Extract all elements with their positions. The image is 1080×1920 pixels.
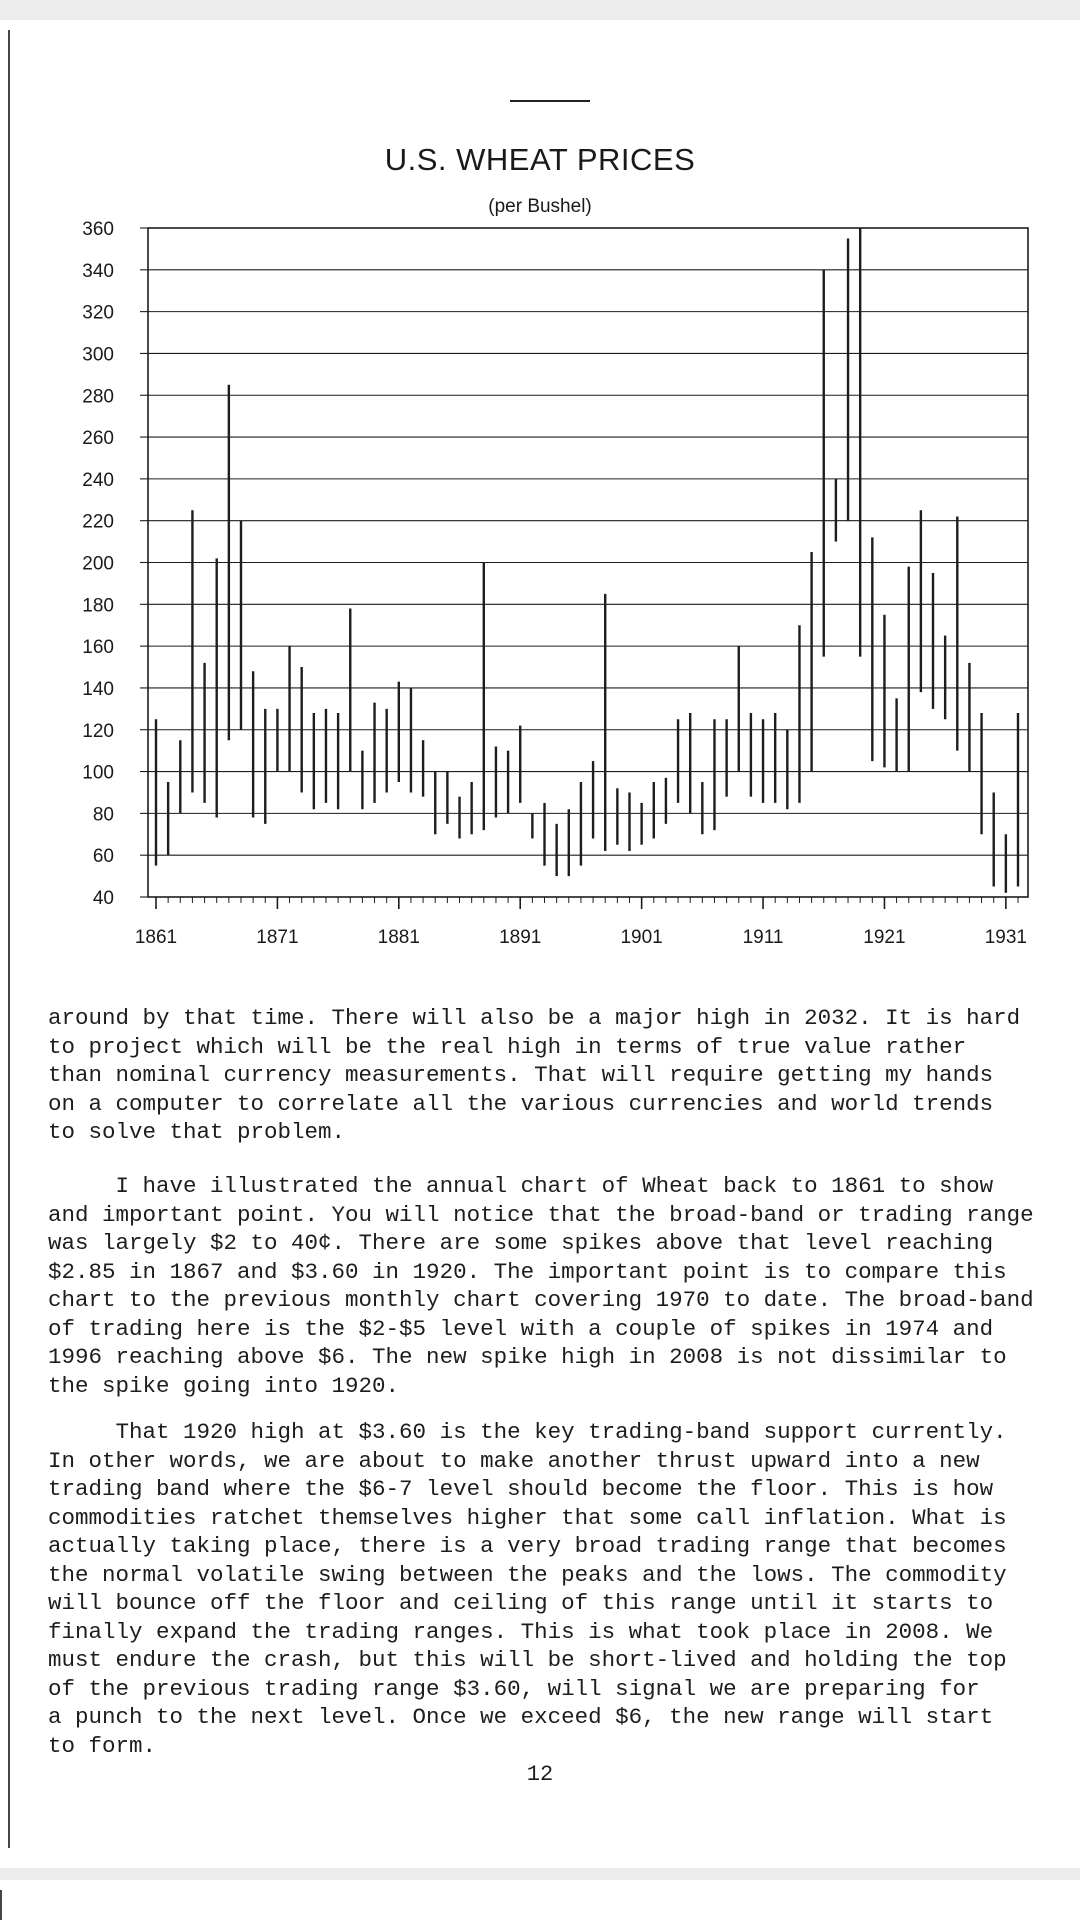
chart-title: U.S. WHEAT PRICES: [384, 142, 696, 177]
text-line: than nominal currency measurements. That will require getting my hands: [48, 1062, 994, 1088]
text-line: actually taking place, there is a very broad trading range that becomes: [48, 1533, 1007, 1559]
paragraph-2: [48, 1172, 1078, 1400]
text-line: must endure the crash, but this will be short-lived and holding the top: [48, 1647, 1007, 1673]
x-tick-label: 1931: [984, 927, 1027, 948]
text-line: to project which will be the real high in terms of true value rather: [48, 1033, 967, 1060]
y-tick-label: 320: [82, 302, 114, 324]
y-tick-label: 40: [92, 888, 114, 909]
x-tick-label: 1891: [499, 927, 542, 948]
text-line: the normal volatile swing between the peaks and the lows. The commodity: [48, 1561, 1007, 1588]
y-tick-label: 260: [82, 428, 114, 450]
text-line: In other words, we are about to make another thrust upward into a new: [48, 1447, 980, 1474]
y-tick-label: 60: [92, 846, 114, 868]
text-line: chart to the previous monthly chart covering 1970 to date. The broad-band: [48, 1287, 1034, 1313]
text-line: will bounce off the floor and ceiling of this range until it starts to: [48, 1590, 994, 1616]
y-tick-label: 340: [82, 260, 114, 282]
y-tick-label: 280: [82, 386, 114, 408]
x-tick-label: 1861: [134, 927, 178, 948]
text-line: of the previous trading range $3.60, will signal we are preparing for: [48, 1675, 980, 1702]
page-number: 12: [526, 1762, 554, 1787]
x-tick-label: 1871: [256, 927, 299, 948]
next-page-edge-mark: [0, 1890, 2, 1920]
x-tick-label: 1881: [377, 927, 420, 948]
text-line: was largely $2 to 40¢. There are some spikes above that level reaching: [48, 1230, 994, 1256]
y-tick-label: 80: [92, 804, 114, 826]
y-tick-label: 360: [82, 219, 114, 240]
x-tick-label: 1921: [863, 927, 906, 948]
text-line: and important point. You will notice that the broad-band or trading range: [48, 1201, 1034, 1228]
x-tick-label: 1901: [620, 927, 663, 948]
y-tick-label: 160: [82, 637, 114, 659]
paragraph-3: [48, 1418, 1078, 1760]
text-line: $2.85 in 1867 and $3.60 in 1920. The important point is to compare this: [48, 1258, 1007, 1285]
text-line: to form.: [48, 1732, 157, 1759]
y-tick-label: 100: [82, 762, 114, 784]
y-tick-label: 220: [82, 511, 114, 533]
text-line: a punch to the next level. Once we exceed $6, the new range will start: [48, 1704, 994, 1730]
y-tick-label: 200: [82, 553, 114, 575]
text-line: of trading here is the $2-$5 level with a couple of spikes in 1974 and: [48, 1315, 994, 1342]
y-tick-label: 140: [82, 678, 114, 700]
y-tick-label: 240: [82, 469, 114, 491]
text-line: I have illustrated the annual chart of Wheat back to 1861 to show: [48, 1173, 994, 1199]
text-line: trading band where the $6-7 level should become the floor. This is how: [48, 1476, 994, 1502]
text-line: the spike going into 1920.: [48, 1372, 400, 1399]
text-line: That 1920 high at $3.60 is the key trading-band support currently.: [48, 1419, 1007, 1445]
text-line: to solve that problem.: [48, 1119, 346, 1145]
text-line: on a computer to correlate all the various currencies and world trends: [48, 1090, 994, 1117]
x-tick-label: 1911: [742, 927, 784, 948]
y-tick-label: 180: [82, 595, 114, 617]
y-tick-label: 120: [82, 720, 114, 742]
text-line: finally expand the trading ranges. This is what took place in 2008. We: [48, 1618, 994, 1645]
chart-subtitle: (per Bushel): [488, 196, 592, 217]
paragraph-1: [48, 1004, 1078, 1147]
next-page-edge: [0, 1880, 1080, 1920]
text-line: around by that time. There will also be a major high in 2032. It is hard: [48, 1005, 1021, 1031]
y-tick-label: 300: [82, 344, 114, 366]
text-line: commodities ratchet themselves higher that some call inflation. What is: [48, 1504, 1007, 1531]
text-line: 1996 reaching above $6. The new spike high in 2008 is not dissimilar to: [48, 1344, 1007, 1370]
